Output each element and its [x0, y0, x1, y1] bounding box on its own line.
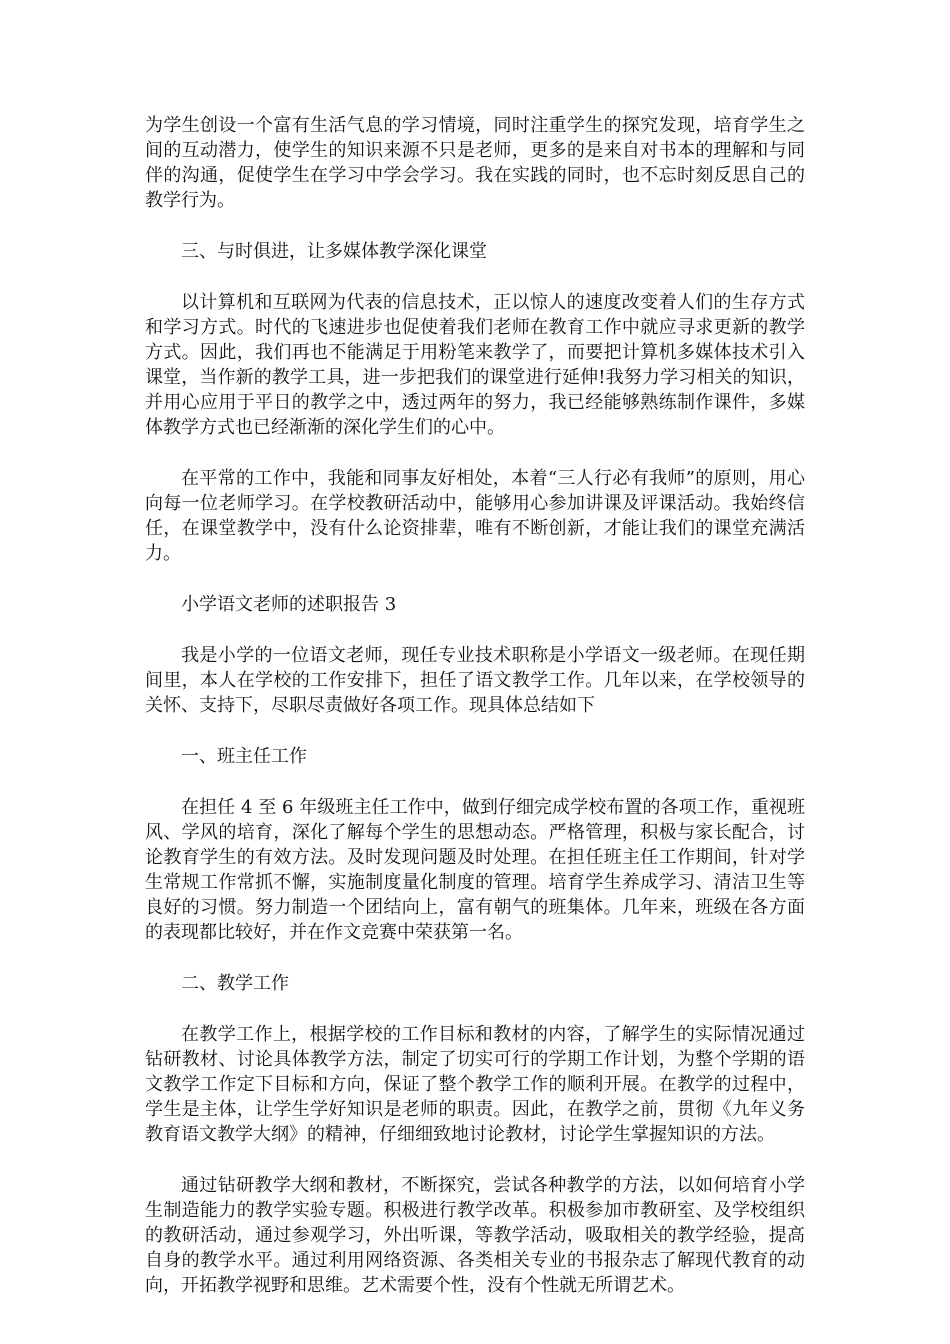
paragraph-continued: 为学生创设一个富有生活气息的学习情境，同时注重学生的探究发现，培育学生之间的互动潜力，使学生的知识来源不只是老师，更多的是来自对书本的理解和与同伴的沟通，促使学生在学习中学会学习。我在实践的同时，也不忘时刻反思自己的教学行为。	[145, 115, 805, 211]
section-heading-teaching: 二、教学工作	[181, 973, 289, 994]
paragraph: 以计算机和互联网为代表的信息技术，正以惊人的速度改变着人们的生存方式和学习方式。时代的飞速进步也促使着我们老师在教育工作中就应寻求更新的教学方式。因此，我们再也不能满足于用粉笔来教学了，而要把计算机多媒体技术引入课堂，当作新的教学工具，进一步把我们的课堂进行延伸!我努力学习相关的知识，并用心应用于平日的教学之中，透过两年的努力，我已经能够熟练制作课件，多媒体教学方式也已经渐渐的深化学生们的心中。	[145, 292, 805, 438]
paragraph: 通过钻研教学大纲和教材，不断探究，尝试各种教学的方法，以如何培育小学生制造能力的教学实验专题。积极进行教学改革。积极参加市教研室、及学校组织的教研活动，通过参观学习，外出听课，等教学活动，吸取相关的教学经验，提高自身的教学水平。通过利用网络资源、各类相关专业的书报杂志了解现代教育的动向，开拓教学视野和思维。艺术需要个性，没有个性就无所谓艺术。	[145, 1175, 805, 1296]
report-title-3: 小学语文老师的述职报告 3	[181, 594, 397, 615]
paragraph: 在教学工作上，根据学校的工作目标和教材的内容，了解学生的实际情况通过钻研教材、讨论具体教学方法，制定了切实可行的学期工作计划，为整个学期的语文教学工作定下目标和方向，保证了整个教学工作的顺利开展。在教学的过程中，学生是主体，让学生学好知识是老师的职责。因此，在教学之前，贯彻《九年义务教育语文教学大纲》的精神，仔细细致地讨论教材，讨论学生掌握知识的方法。	[145, 1024, 805, 1145]
paragraph: 我是小学的一位语文老师，现任专业技术职称是小学语文一级老师。在现任期间里，本人在学校的工作安排下，担任了语文教学工作。几年以来，在学校领导的关怀、支持下，尽职尽责做好各项工作。现具体总结如下	[145, 645, 805, 716]
paragraph: 在平常的工作中，我能和同事友好相处，本着“三人行必有我师”的原则，用心向每一位老师学习。在学校教研活动中，能够用心参加讲课及评课活动。我始终信任，在课堂教学中，没有什么论资排辈，唯有不断创新，才能让我们的课堂充满活力。	[145, 468, 805, 564]
section-heading-class-teacher: 一、班主任工作	[181, 746, 307, 767]
paragraph: 在担任 4 至 6 年级班主任工作中，做到仔细完成学校布置的各项工作，重视班风、学风的培育，深化了解每个学生的思想动态。严格管理，积极与家长配合，讨论教育学生的有效方法。及时发现问题及时处理。在担任班主任工作期间，针对学生常规工作常抓不懈，实施制度量化制度的管理。培育学生养成学习、清洁卫生等良好的习惯。努力制造一个团结向上，富有朝气的班集体。几年来，班级在各方面的表现都比较好，并在作文竞赛中荣获第一名。	[145, 797, 805, 943]
section-heading-multimedia: 三、与时俱进，让多媒体教学深化课堂	[181, 241, 487, 262]
document-page	[145, 113, 805, 1324]
